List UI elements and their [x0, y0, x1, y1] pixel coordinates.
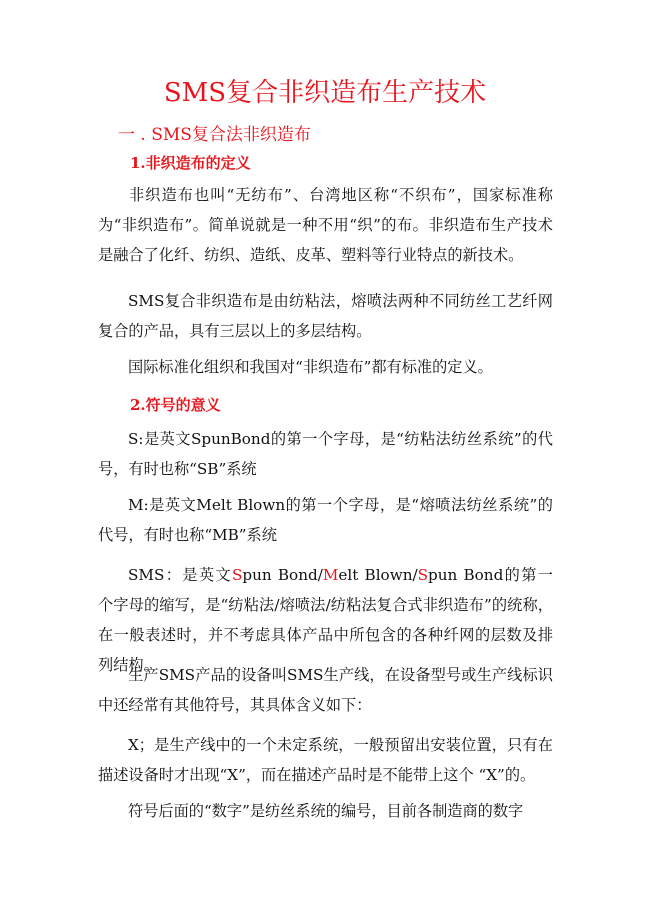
paragraph-symbol-sms: SMS：是英文Spun Bond/Melt Blown/Spun Bond的第一个字母的缩写，是“纺粘法/熔喷法/纺粘法复合式非织造布”的统称，在一般表述时，并不考虑具体产品中所包含的各种纤网的层数及排列结构。 — [98, 566, 553, 674]
highlight-letter-m: M — [322, 566, 339, 584]
subsection-heading-definition: 1.非织造布的定义 — [130, 154, 251, 172]
paragraph-sms-structure: SMS复合非织造布是由纺粘法，熔喷法两种不同纺丝工艺纤网复合的产品，具有三层以上的多层结构。 — [98, 292, 553, 340]
highlight-letter-s2: S — [417, 566, 429, 584]
paragraph-symbol-x: X；是生产线中的一个未定系统，一般预留出安装位置，只有在描述设备时才出现“X”，而在描述产品时是不能带上这个 “X”的。 — [98, 736, 553, 784]
paragraph-definition: 非织造布也叫“无纺布”、台湾地区称“不织布”，国家标准称为“非织造布”。简单说就是一种不用“织”的布。非织造布生产技术是融合了化纤、纺织、造纸、皮革、塑料等行业特点的新技术。 — [98, 186, 553, 264]
paragraph-standard: 国际标准化组织和我国对“非织造布”都有标准的定义。 — [128, 358, 493, 376]
paragraph-number-suffix: 符号后面的“数字”是纺丝系统的编号，目前各制造商的数字 — [128, 802, 524, 820]
subsection-heading-symbols: 2.符号的意义 — [130, 396, 221, 414]
document-title: SMS复合非织造布生产技术 — [163, 78, 487, 108]
section-heading-1: 一 . SMS复合法非织造布 — [118, 125, 311, 145]
paragraph-production-line: 生产SMS产品的设备叫SMS生产线，在设备型号或生产线标识中还经常有其他符号，其具体含义如下： — [98, 666, 553, 714]
highlight-letter-s: S — [232, 566, 243, 584]
paragraph-symbol-s: S:是英文SpunBond的第一个字母，是“纺粘法纺丝系统”的代号，有时也称“SB”系统 — [98, 430, 553, 478]
paragraph-symbol-m: M:是英文Melt Blown的第一个字母，是“熔喷法纺丝系统”的代号，有时也称“MB”系统 — [98, 496, 553, 544]
